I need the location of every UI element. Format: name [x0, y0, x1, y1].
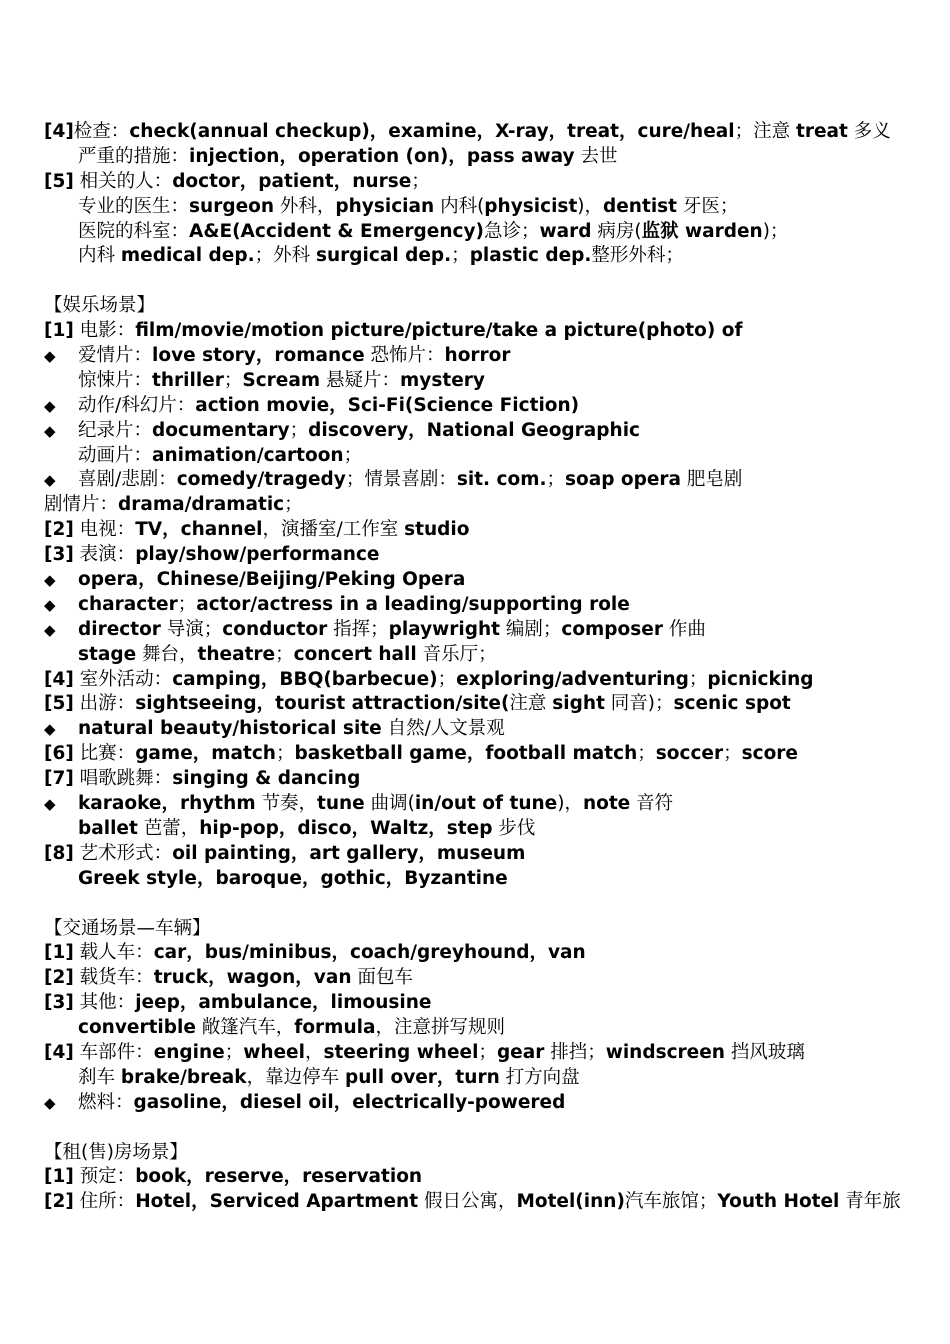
text-segment: love story，romance [152, 345, 365, 367]
text-segment: TV，channel [135, 519, 263, 541]
text-segment: ward [539, 220, 592, 242]
text-segment: theatre [197, 643, 276, 665]
text-segment: character [78, 593, 178, 615]
text-segment: score [741, 743, 798, 765]
text-segment: 室外活动： [73, 668, 173, 690]
text-segment: 【娱乐场景】 [44, 295, 156, 317]
text-segment: 艺术形式： [73, 842, 173, 864]
text-segment: 步伐 [492, 817, 536, 839]
text-segment: surgeon [189, 195, 274, 217]
text-segment: 监狱 warden [641, 220, 763, 242]
text-segment: 医院的科室： [78, 220, 190, 242]
text-segment: 外科， [274, 195, 336, 217]
text-segment: 内科 [78, 245, 121, 267]
text-segment: 节奏， [255, 793, 317, 815]
text-segment: 假日公寓， [418, 1191, 517, 1213]
text-segment: 去世 [574, 145, 618, 167]
text-line [0, 444, 950, 469]
text-line [0, 170, 950, 195]
text-segment: action movie，Sci-Fi(Science Fiction) [195, 394, 580, 416]
text-line [0, 195, 950, 220]
bullet-line [0, 468, 950, 493]
text-segment: soap opera [565, 469, 682, 491]
text-line [0, 120, 950, 145]
bullet-line [0, 593, 950, 618]
blank-line [0, 892, 950, 917]
text-segment: [8] [44, 842, 74, 864]
text-segment: ；外科 [254, 245, 316, 267]
blank-line [0, 269, 950, 294]
text-segment: plastic dep. [469, 245, 592, 267]
text-segment: 载货车： [73, 967, 154, 989]
text-segment: 【交通场景—车辆】 [44, 917, 211, 939]
text-segment: 牙医； [677, 195, 739, 217]
text-segment: mystery [400, 369, 485, 391]
text-segment: surgical dep. [315, 245, 452, 267]
text-segment: wheel [243, 1041, 305, 1063]
text-segment: 动作/科幻片： [78, 394, 196, 416]
diamond-bullet-icon: ◆ [44, 471, 56, 490]
text-segment: ； [343, 444, 363, 466]
text-segment: 肥皂剧 [681, 469, 743, 491]
text-line [0, 543, 950, 568]
text-segment: oil painting，art gallery，museum [172, 842, 526, 864]
text-segment: ； [451, 245, 470, 267]
text-segment: ； [478, 1041, 497, 1063]
text-segment: ； [437, 668, 457, 690]
text-segment: physicist [484, 195, 578, 217]
text-line [0, 917, 950, 942]
text-segment: 载人车： [73, 942, 154, 964]
text-segment: [4] [44, 668, 74, 690]
text-segment: comedy/tragedy [176, 469, 346, 491]
text-segment: 导演； [160, 618, 223, 640]
text-segment: truck，wagon，van [153, 967, 352, 989]
text-line [0, 842, 950, 867]
text-segment: 打方向盘 [499, 1066, 580, 1088]
text-line [0, 1165, 950, 1190]
text-segment: 专业的医生： [78, 195, 190, 217]
diamond-bullet-icon: ◆ [44, 396, 56, 415]
text-segment: formula [294, 1017, 376, 1039]
text-segment: ； [177, 593, 197, 615]
text-segment: in/out of tune [414, 793, 558, 815]
text-segment: treat [795, 121, 848, 142]
text-segment: discovery，National Geographic [308, 419, 640, 441]
text-segment: ； [289, 419, 309, 441]
text-segment: actor/actress in a leading/supporting role [196, 593, 630, 615]
text-segment: natural beauty/historical site [78, 718, 382, 740]
text-segment: 急诊； [484, 220, 540, 242]
diamond-bullet-icon: ◆ [44, 1093, 56, 1112]
text-segment: 自然/人文景观 [381, 718, 505, 740]
text-segment: sightseeing，tourist attraction/site( [135, 693, 510, 715]
diamond-bullet-icon: ◆ [44, 620, 56, 639]
text-segment: Youth Hotel [717, 1191, 840, 1213]
text-segment: play/show/performance [135, 544, 380, 566]
text-segment: 指挥； [327, 618, 389, 640]
bullet-line [0, 792, 950, 817]
text-segment: director [78, 618, 161, 640]
text-segment: check(annual checkup)，examine，X-ray，treat，cure/heal [129, 121, 735, 142]
text-line [0, 518, 950, 543]
text-line [0, 966, 950, 991]
text-segment: opera，Chinese/Beijing/Peking Opera [78, 569, 466, 591]
text-segment: 刹车 [78, 1066, 121, 1088]
text-segment: 【租(售)房场景】 [44, 1141, 188, 1163]
text-line [0, 1041, 950, 1066]
text-segment: Scream [242, 369, 321, 391]
text-segment: thriller [152, 369, 224, 391]
text-segment: engine [153, 1041, 225, 1063]
text-segment: 注意 [509, 693, 553, 715]
text-segment: 舞台， [136, 643, 198, 665]
text-segment: pull over，turn [344, 1066, 500, 1088]
text-segment: ballet [78, 817, 138, 839]
text-segment: 出游： [73, 693, 136, 715]
text-line [0, 817, 950, 842]
text-segment: Motel(inn) [516, 1191, 625, 1213]
text-line [0, 1066, 950, 1091]
text-segment: 预定： [73, 1166, 136, 1188]
text-segment: [7] [44, 768, 74, 790]
text-segment: tune [317, 793, 365, 815]
text-segment: ； [275, 643, 294, 665]
text-segment: concert hall [293, 643, 417, 665]
text-line [0, 244, 950, 269]
text-segment: stage [78, 643, 137, 665]
text-segment: documentary [152, 419, 290, 441]
text-segment: 其他： [73, 992, 136, 1014]
text-segment: film/movie/motion picture/picture/take a picture(photo) of [135, 320, 743, 342]
text-segment: composer [561, 618, 663, 640]
text-segment: 表演： [73, 544, 136, 566]
text-segment: Hotel，Serviced Apartment [135, 1191, 419, 1213]
text-line [0, 692, 950, 717]
text-segment: 燃料： [78, 1091, 134, 1113]
text-segment: exploring/adventuring [456, 668, 689, 690]
text-segment: 比赛： [73, 743, 136, 765]
text-segment: medical dep. [120, 245, 255, 267]
diamond-bullet-icon: ◆ [44, 347, 56, 366]
bullet-line [0, 419, 950, 444]
text-segment: convertible [78, 1017, 196, 1039]
diamond-bullet-icon: ◆ [44, 421, 56, 440]
text-segment: soccer [655, 743, 724, 765]
text-segment: 面包车 [351, 967, 413, 989]
text-segment: [2] [44, 967, 74, 989]
text-segment: ； [723, 743, 742, 765]
text-segment: [4] [44, 121, 74, 142]
text-segment: drama/dramatic [118, 494, 285, 516]
text-line [0, 369, 950, 394]
text-segment: 汽车旅馆； [624, 1191, 718, 1213]
text-line [0, 145, 950, 170]
text-segment: 内科( [434, 195, 485, 217]
text-segment: 电视： [73, 519, 136, 541]
text-line [0, 220, 950, 245]
text-segment: scenic spot [673, 693, 791, 715]
bullet-line [0, 394, 950, 419]
text-segment: [1] [44, 942, 74, 964]
text-segment: 同音)； [604, 693, 674, 715]
diamond-bullet-icon: ◆ [44, 720, 56, 739]
text-segment: 惊悚片： [78, 369, 153, 391]
text-segment: singing & dancing [172, 768, 361, 790]
text-line [0, 493, 950, 518]
text-segment: [2] [44, 1191, 74, 1213]
text-segment: note [582, 793, 631, 815]
text-segment: 病房( [591, 220, 642, 242]
text-segment: 作曲 [662, 618, 706, 640]
text-segment: horror [444, 345, 511, 367]
text-segment: ； [223, 369, 243, 391]
text-segment: dentist [603, 195, 678, 217]
text-segment: 动画片： [78, 444, 153, 466]
bullet-line [0, 1091, 950, 1116]
text-line [0, 1016, 950, 1041]
text-segment: 编剧； [499, 618, 562, 640]
text-segment: sit. com. [456, 469, 547, 491]
text-segment: camping，BBQ(barbecue) [172, 668, 438, 690]
text-segment: [2] [44, 519, 74, 541]
text-line [0, 643, 950, 668]
text-segment: ， [304, 1041, 324, 1063]
text-segment: doctor，patient，nurse [172, 170, 412, 192]
text-segment: [3] [44, 544, 74, 566]
text-segment: 严重的措施： [78, 145, 190, 167]
bullet-line [0, 618, 950, 643]
text-line [0, 941, 950, 966]
text-line [0, 668, 950, 693]
text-segment: 排挡； [544, 1041, 606, 1063]
text-segment: [4] [44, 1041, 74, 1063]
text-segment: ； [546, 469, 566, 491]
text-segment: gear [496, 1041, 545, 1063]
text-segment: [6] [44, 743, 74, 765]
text-line [0, 1141, 950, 1166]
text-segment: [3] [44, 992, 74, 1014]
text-segment: jeep，ambulance，limousine [135, 992, 432, 1014]
text-segment: conductor [222, 618, 328, 640]
text-segment: [1] [44, 1166, 74, 1188]
text-segment: car，bus/minibus，coach/greyhound，van [153, 942, 586, 964]
text-segment: ，演播室/工作室 [262, 519, 405, 541]
text-segment: 多义 [847, 121, 891, 142]
text-line [0, 319, 950, 344]
text-segment: [5] [44, 693, 74, 715]
text-segment: ；情景喜剧： [345, 469, 457, 491]
text-segment: hip-pop，disco，Waltz，step [199, 817, 493, 839]
text-segment: 悬疑片： [320, 369, 400, 391]
text-segment: ； [688, 668, 708, 690]
text-segment: animation/cartoon [152, 444, 344, 466]
bullet-line [0, 568, 950, 593]
text-segment: 唱歌跳舞： [73, 768, 173, 790]
text-segment: [1] [44, 320, 74, 342]
text-segment: injection，operation (on)，pass away [189, 145, 575, 167]
text-segment: physician [335, 195, 435, 217]
document-page [0, 120, 950, 1215]
text-segment: 青年旅 [839, 1191, 901, 1213]
text-segment: ； [224, 1041, 244, 1063]
text-segment: 音符 [630, 793, 674, 815]
text-segment: 曲调( [364, 793, 415, 815]
text-line [0, 1190, 950, 1215]
text-segment: sight [552, 693, 605, 715]
text-segment: basketball game，football match [294, 743, 638, 765]
text-segment: ，注意拼写规则 [375, 1017, 505, 1039]
text-segment: ，靠边停车 [246, 1066, 345, 1088]
text-segment: 爱情片： [78, 345, 153, 367]
text-line [0, 867, 950, 892]
diamond-bullet-icon: ◆ [44, 571, 56, 590]
text-line [0, 991, 950, 1016]
diamond-bullet-icon: ◆ [44, 795, 56, 814]
text-segment: 住所： [73, 1191, 136, 1213]
text-segment: 纪录片： [78, 419, 153, 441]
text-line [0, 742, 950, 767]
text-segment: 剧情片： [44, 494, 119, 516]
text-segment: ； [411, 170, 430, 192]
text-segment: ；注意 [734, 121, 796, 142]
text-segment: ； [275, 743, 295, 765]
text-segment: 恐怖片： [364, 345, 445, 367]
text-segment: 音乐厅； [416, 643, 497, 665]
text-segment: picnicking [707, 668, 814, 690]
text-segment: game，match [135, 743, 276, 765]
text-segment: brake/break [120, 1066, 247, 1088]
text-segment: 电影： [73, 320, 136, 342]
text-segment: 车部件： [73, 1041, 154, 1063]
text-segment: A&E(Accident & Emergency) [189, 220, 484, 242]
text-segment: 芭蕾， [137, 817, 200, 839]
text-segment: ； [284, 494, 303, 516]
text-segment: 敞篷汽车， [195, 1017, 295, 1039]
text-segment: )， [557, 793, 583, 815]
text-segment: karaoke，rhythm [78, 793, 256, 815]
text-segment: )， [577, 195, 604, 217]
text-line [0, 767, 950, 792]
text-segment: windscreen [605, 1041, 725, 1063]
text-segment: book，reserve，reservation [135, 1166, 423, 1188]
text-segment: ； [637, 743, 656, 765]
bullet-line [0, 717, 950, 742]
text-segment: studio [404, 519, 470, 541]
text-segment: steering wheel [323, 1041, 479, 1063]
text-segment: 整形外科； [591, 245, 684, 267]
bullet-line [0, 344, 950, 369]
blank-line [0, 1116, 950, 1141]
text-segment: [5] [44, 170, 74, 192]
text-segment: 相关的人： [73, 170, 173, 192]
text-segment: Greek style，baroque，gothic，Byzantine [78, 867, 508, 889]
text-segment: gasoline，diesel oil，electrically-powered [133, 1091, 566, 1113]
text-segment: 挡风玻璃 [724, 1041, 805, 1063]
text-segment: playwright [388, 618, 500, 640]
diamond-bullet-icon: ◆ [44, 595, 56, 614]
text-line [0, 294, 950, 319]
text-segment: 喜剧/悲剧： [78, 469, 177, 491]
text-segment: 检查： [73, 121, 130, 142]
text-segment: )； [762, 220, 789, 242]
